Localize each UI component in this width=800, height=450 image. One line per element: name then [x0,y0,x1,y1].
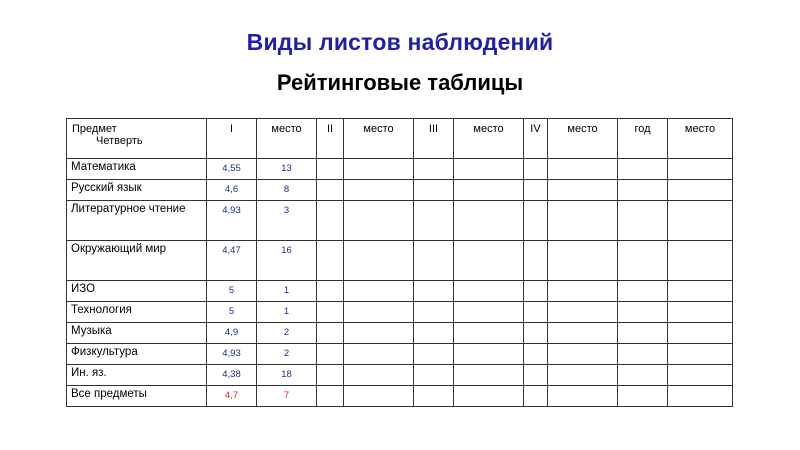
empty-cell [524,201,548,241]
empty-cell [317,386,344,407]
empty-cell [414,201,454,241]
subject-cell: Музыка [67,323,207,344]
empty-cell [344,386,414,407]
empty-cell [454,344,524,365]
page-subtitle: Рейтинговые таблицы [276,70,524,95]
corner-quarter-label: Четверть [96,135,143,147]
header-q3: III [414,119,454,159]
header-place-year: место [668,119,733,159]
header-q4: IV [524,119,548,159]
empty-cell [344,344,414,365]
empty-cell [524,344,548,365]
empty-cell [414,323,454,344]
empty-cell [618,159,668,180]
table-row [67,180,733,201]
subject-cell: Физкультура [67,344,207,365]
place-q1-cell: 1 [257,302,317,323]
empty-cell [414,180,454,201]
empty-cell [548,159,618,180]
empty-cell [668,302,733,323]
table-row [67,159,733,180]
empty-cell [618,281,668,302]
header-year: год [618,119,668,159]
empty-cell [618,386,668,407]
empty-cell [454,302,524,323]
empty-cell [524,365,548,386]
empty-cell [668,365,733,386]
empty-cell [668,281,733,302]
empty-cell [454,323,524,344]
empty-cell [524,386,548,407]
subject-cell: Технология [67,302,207,323]
empty-cell [414,241,454,281]
score-q1-cell: 4,55 [207,159,257,180]
score-q1-cell: 4,9 [207,323,257,344]
table-row [67,241,733,281]
table-row [67,201,733,241]
place-q1-cell: 1 [257,281,317,302]
empty-cell [414,344,454,365]
empty-cell [618,365,668,386]
table-row [67,344,733,365]
empty-cell [618,302,668,323]
empty-cell [344,241,414,281]
empty-cell [414,302,454,323]
empty-cell [524,281,548,302]
page-title: Виды листов наблюдений [246,29,554,55]
place-q1-cell: 2 [257,323,317,344]
score-q1-cell: 4,38 [207,365,257,386]
empty-cell [668,180,733,201]
table-row [67,281,733,302]
header-place-q1: место [257,119,317,159]
empty-cell [618,180,668,201]
empty-cell [548,344,618,365]
place-q1-cell: 13 [257,159,317,180]
empty-cell [618,241,668,281]
subject-cell: ИЗО [67,281,207,302]
place-q1-cell: 3 [257,201,317,241]
empty-cell [668,159,733,180]
subject-cell: Окружающий мир [67,241,207,281]
empty-cell [548,281,618,302]
empty-cell [454,159,524,180]
subject-cell: Русский язык [67,180,207,201]
empty-cell [548,241,618,281]
empty-cell [454,241,524,281]
subject-cell: Ин. яз. [67,365,207,386]
empty-cell [317,323,344,344]
header-place-q3: место [454,119,524,159]
empty-cell [317,281,344,302]
empty-cell [414,386,454,407]
empty-cell [548,302,618,323]
empty-cell [317,180,344,201]
empty-cell [344,281,414,302]
place-q1-cell: 2 [257,344,317,365]
subject-cell: Литературное чтение [67,201,207,241]
empty-cell [548,201,618,241]
empty-cell [668,201,733,241]
empty-cell [454,281,524,302]
empty-cell [454,201,524,241]
empty-cell [548,386,618,407]
table-row [67,302,733,323]
empty-cell [618,201,668,241]
empty-cell [548,323,618,344]
empty-cell [618,344,668,365]
empty-cell [668,241,733,281]
empty-cell [454,365,524,386]
empty-cell [344,180,414,201]
empty-cell [317,302,344,323]
empty-cell [344,302,414,323]
empty-cell [454,180,524,201]
place-q1-cell: 8 [257,180,317,201]
empty-cell [317,159,344,180]
empty-cell [548,365,618,386]
empty-cell [414,159,454,180]
empty-cell [317,241,344,281]
empty-cell [524,323,548,344]
score-q1-cell: 4,47 [207,241,257,281]
score-q1-cell: 4,6 [207,180,257,201]
empty-cell [344,159,414,180]
empty-cell [524,241,548,281]
place-q1-cell: 18 [257,365,317,386]
table-row [67,323,733,344]
header-q2: II [317,119,344,159]
subject-cell: Все предметы [67,386,207,407]
score-q1-cell: 4,7 [207,386,257,407]
place-q1-cell: 16 [257,241,317,281]
empty-cell [317,201,344,241]
score-q1-cell: 5 [207,302,257,323]
empty-cell [414,365,454,386]
header-place-q4: место [548,119,618,159]
empty-cell [524,180,548,201]
table-row [67,386,733,407]
corner-subject-label: Предмет [72,123,117,135]
empty-cell [317,344,344,365]
header-place-q2: место [344,119,414,159]
table-header-row [67,119,733,159]
empty-cell [414,281,454,302]
subject-cell: Математика [67,159,207,180]
empty-cell [344,201,414,241]
score-q1-cell: 4,93 [207,344,257,365]
corner-header [67,119,207,159]
place-q1-cell: 7 [257,386,317,407]
score-q1-cell: 5 [207,281,257,302]
empty-cell [344,365,414,386]
header-q1: I [207,119,257,159]
rating-table [66,118,733,407]
empty-cell [524,302,548,323]
empty-cell [454,386,524,407]
empty-cell [668,386,733,407]
empty-cell [668,323,733,344]
empty-cell [524,159,548,180]
empty-cell [548,180,618,201]
score-q1-cell: 4,93 [207,201,257,241]
empty-cell [618,323,668,344]
empty-cell [317,365,344,386]
table-row [67,365,733,386]
empty-cell [668,344,733,365]
empty-cell [344,323,414,344]
